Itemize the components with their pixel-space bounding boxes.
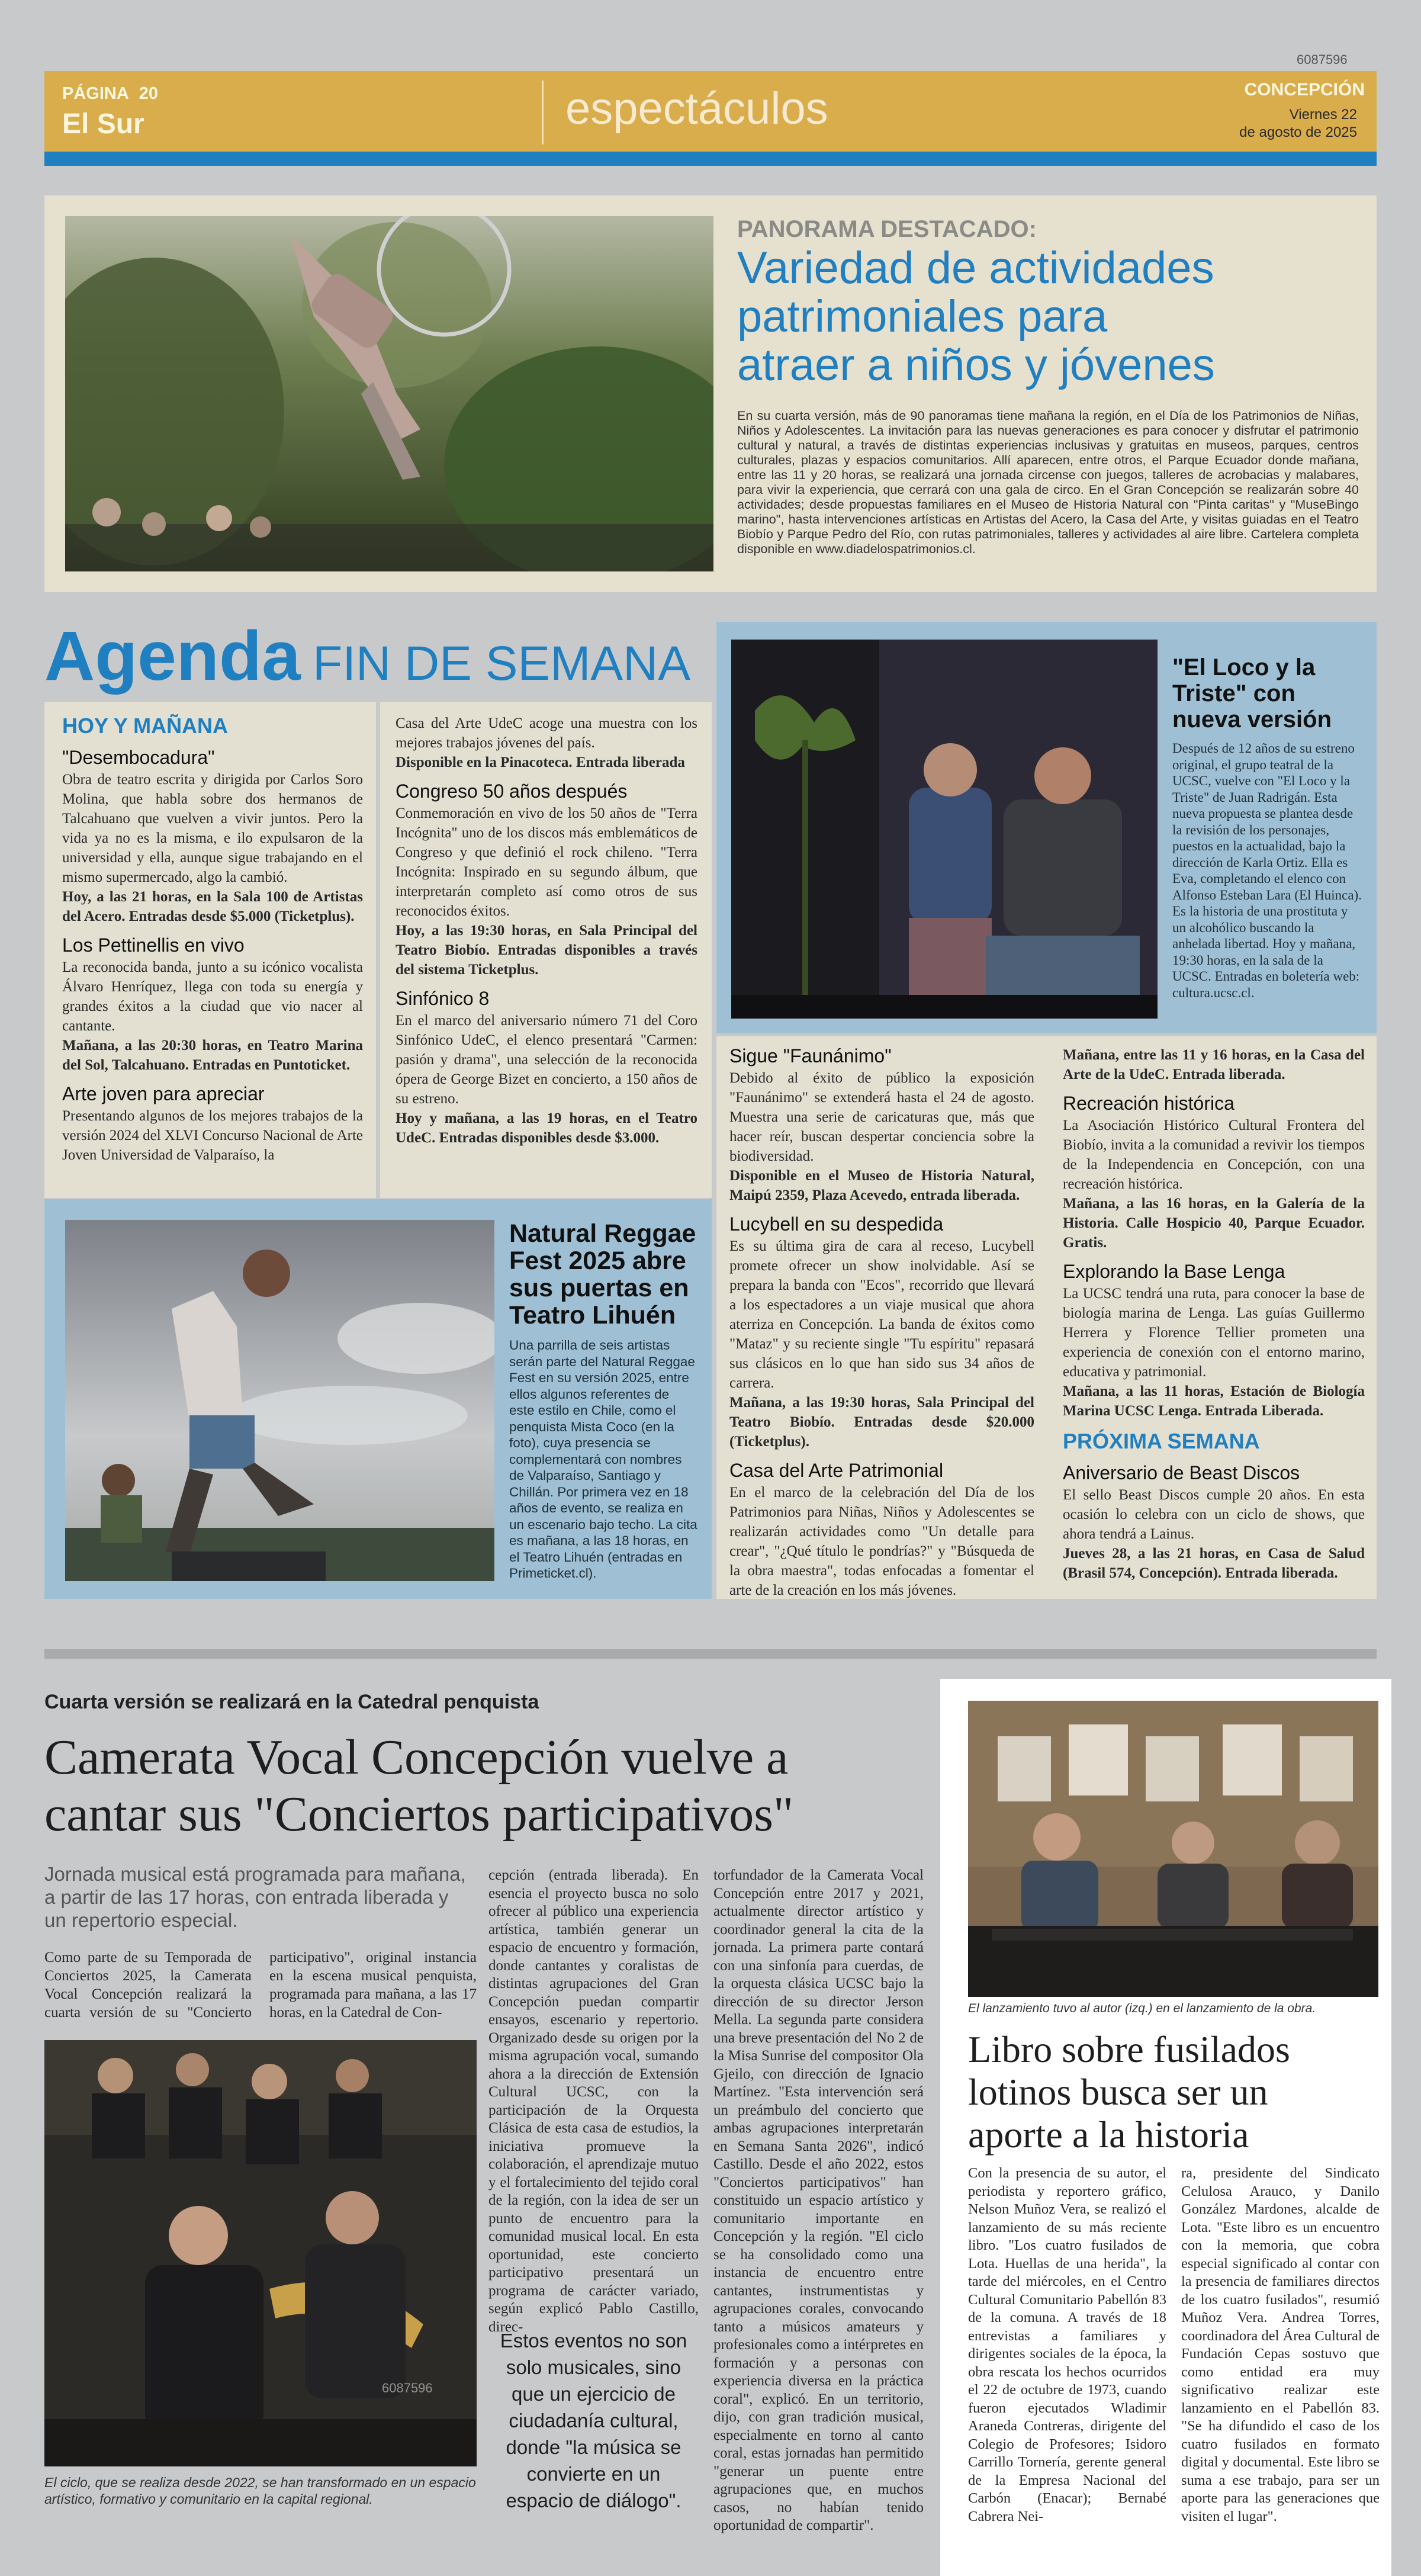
agenda-item-title: Congreso 50 años después: [396, 780, 628, 802]
camerata-photo: [44, 2040, 477, 2466]
agenda-item: [62, 747, 363, 926]
featured-title-line2: patrimoniales para: [737, 291, 1108, 342]
loco-title-line1: "El Loco y la: [1172, 654, 1316, 680]
libro-col1: Con la presencia de su autor, el periodista y reportero gráfico, Nelson Muñoz Vera, se realizó el lanzamiento de su más reciente libro. "Los cuatro fusilados de Lota. Huellas de una herida", la tarde del miércoles, en el Centro Cultural Comunitario Pabellón 83 de la comuna. A través de 18 entrevistas a familiares y dirigentes sociales de la época, la obra rescata los hechos ocurridos el 22 de octubre de 1973, cuando fueron ejecutados Wladimir Araneda Contreras, dirigente del Colegio de Profesores; Isidoro Carrillo Tornería, gerente general de la Empresa Nacional del Carbón (Enacar); Bernabé Cabrera Nei-: [968, 2165, 1166, 2524]
camerata-lead: Jornada musical está programada para mañana, a partir de las 17 horas, con entrada liberada y un repertorio especial.: [44, 1863, 466, 1931]
agenda-item-info: Hoy, a las 19:30 horas, en Sala Principal del Teatro Biobío. Entradas disponibles a través del sistema Ticketplus.: [396, 923, 697, 978]
reggae-title-line4: Teatro Lihuén: [509, 1301, 676, 1329]
reggae-title-line1: Natural Reggae: [509, 1219, 696, 1248]
section-separator: [44, 1649, 1377, 1659]
reggae-title-line2: Fest 2025 abre: [509, 1247, 686, 1275]
agenda-item-body: La UCSC tendrá una ruta, para conocer la base de biología marina de Lenga. Las guías Guillermo Herrera y Florence Tellier prometen una experiencia de conexión con el entorno marino, educativa y patrimonial.: [1063, 1286, 1365, 1380]
theater-photo-art: [731, 640, 1158, 1019]
agenda-item-title: Explorando la Base Lenga: [1063, 1261, 1285, 1282]
agenda-item: [729, 1460, 1034, 1600]
agenda-item-body: Casa del Arte UdeC acoge una muestra con los mejores trabajos jóvenes del país.: [396, 715, 697, 751]
agenda-item-body: Debido al éxito de público la exposición "Faunánimo" se extenderá hasta el 24 de agosto. Muestra una serie de caricaturas que, más que hacer reír, buscan despertar conciencia sobre la biodiversidad.: [729, 1070, 1034, 1164]
agenda-item-title: Lucybell en su despedida: [729, 1213, 944, 1235]
agenda-item-info: Mañana, a las 16 horas, en la Galería de la Historia. Calle Hospicio 40, Parque Ecuador. Gratis.: [1063, 1196, 1365, 1251]
agenda-item-body: La Asociación Histórico Cultural Frontera del Biobío, invita a la comunidad a revivir los tiempos de la Independencia en Concepción, con una recreación histórica.: [1063, 1117, 1365, 1192]
loco-body: Después de 12 años de su estreno original, el grupo teatral de la UCSC, vuelve con "El Loco y la Triste" de Juan Radrigán. Esta nueva propuesta se plantea desde la revisión de los personajes, puestos en la actualidad, bajo la dirección de Karla Ortiz. Ella es Eva, completando el elenco con Alfonso Esteban Lara (El Huinca). Es la historia de una prostituta y un alcohólico buscando la anhelada libertad. Hoy y mañana, 19:30 horas, en la sala de la UCSC. Entradas en boletería web: cultura.ucsc.cl.: [1172, 741, 1362, 1000]
camerata-quote: Estos eventos no son solo musicales, sino que un ejercicio de ciudadanía cultural, donde "la música se convierte en un espacio de diálogo".: [500, 2330, 687, 2511]
agenda-item-title: Sinfónico 8: [396, 988, 490, 1009]
reggae-title-line3: sus puertas en: [509, 1274, 689, 1302]
agenda-title: [44, 616, 690, 696]
libro-photo-art: [968, 1701, 1378, 1997]
camerata-title-line1: Camerata Vocal Concepción vuelve a: [44, 1730, 789, 1785]
hoy-heading: HOY Y MAÑANA: [62, 714, 229, 738]
agenda-item-info: Hoy y mañana, a las 19 horas, en el Teatro UdeC. Entradas disponibles desde $3.000.: [396, 1110, 697, 1146]
agenda-right-col2: [1063, 1045, 1365, 1583]
agenda-item-body: En el marco del aniversario número 71 del Coro Sinfónico UdeC, el elenco presentará "Carmen: pasión y drama", una selección de la reconocida ópera de George Bizet en concierto, a 150 años de su estreno.: [396, 1013, 697, 1107]
camerata-caption: El ciclo, que se realiza desde 2022, se han transformado en un espacio artístico, formativo y comunitario en la capital regional.: [44, 2475, 476, 2507]
libro-photo: [968, 1701, 1378, 1997]
camerata-title-line2: cantar sus "Conciertos participativos": [44, 1787, 794, 1842]
agenda-item: [62, 1083, 363, 1165]
agenda-mid-content: [396, 714, 697, 1148]
camerata-col1-intro: Como parte de su Temporada de Conciertos 2025, la Camerata Vocal Concepción realizará la cuarta versión de su "Concierto participativo", original instancia en la escena musical penquista, programada para mañana, a las 17 horas, en la Catedral de Con-: [44, 1949, 477, 2021]
featured-body: En su cuarta versión, más de 90 panoramas tiene mañana la región, en el Día de los Patrimonios de Niñas, Niños y Adolescentes. La invitación para las nuevas generaciones es para conocer y disfrutar el patrimonio cultural y natural, a través de distintas experiencias inclusivas y gratuitas en museos, parques, centros culturales, plazas y espacios comunitarios. Allí aparecen, entre otros, el Parque Ecuador donde mañana, entre las 11 y 20 horas, se realizará una jornada circense con juegos, talleres de acrobacias y malabares, para vivir la experiencia, que cerrará con una gala de circo. En el Gran Concepción se realizarán sobre 40 actividades; desde propuestas familiares en el Museo de Historia Natural con "Pinta caritas" y "MuseBingo marino", hasta intervenciones artísticas en Artistas del Acero, la Casa del Arte, y visitas guiadas en el Teatro Biobío y Parque Pedro del Río, con rutas patrimoniales, talleres y actividades al aire libre. Cartelera completa disponible en www.diadelospatrimonios.cl.: [737, 409, 1359, 556]
agenda-item: [1063, 1261, 1365, 1421]
featured-title-line1: Variedad de actividades: [737, 243, 1214, 293]
theater-photo: [731, 640, 1158, 1019]
agenda-item-info: Mañana, a las 11 horas, Estación de Biología Marina UCSC Lenga. Entrada Liberada.: [1063, 1383, 1365, 1419]
header-divider: [542, 81, 544, 144]
date-line1: Viernes 22: [1289, 107, 1357, 123]
agenda-item-info: Jueves 28, a las 21 horas, en Casa de Salud (Brasil 574, Concepción). Entrada liberada.: [1063, 1546, 1365, 1581]
agenda-item-body: El sello Beast Discos cumple 20 años. En esta ocasión lo celebra con un ciclo de shows, que ahora tendrá a Lainus.: [1063, 1487, 1365, 1542]
camerata-title: [44, 1729, 793, 1843]
camerata-photo-art: [44, 2040, 477, 2466]
page-number: 20: [139, 84, 159, 103]
circus-photo-art: [65, 216, 713, 571]
header-stripe: [44, 152, 1377, 166]
page-code: 6087596: [1297, 52, 1348, 67]
reggae-body: Una parrilla de seis artistas serán parte del Natural Reggae Fest en su versión 2025, entre ellos algunos referentes de este estilo en Chile, como el penquista Mista Coco (en la foto), cuya presencia se complementará con nombres de Valparaíso, Santiago y Chillán. Por primera vez en 18 años de evento, se realiza en un escenario bajo techo. La cita es mañana, a las 18 horas, en el Teatro Lihuén (entradas en Primeticket.cl).: [509, 1338, 697, 1581]
agenda-item-title: Los Pettinellis en vivo: [62, 934, 245, 956]
agenda-item-title: Casa del Arte Patrimonial: [729, 1460, 944, 1481]
agenda-item-title: Aniversario de Beast Discos: [1063, 1462, 1300, 1483]
libro-caption: El lanzamiento tuvo al autor (izq.) en el lanzamiento de la obra.: [968, 2002, 1316, 2015]
loco-title-line3: nueva versión: [1172, 706, 1332, 733]
agenda-item: [729, 1213, 1034, 1451]
featured-title-line3: atraer a niños y jóvenes: [737, 340, 1215, 390]
agenda-title-small: FIN DE SEMANA: [313, 637, 691, 690]
loco-title: [1172, 654, 1332, 733]
libro-col2: ra, presidente del Sindicato Celulosa Arauco, y Danilo González Mardones, alcalde de Lota. "Este libro es un encuentro con la memoria, que cobra especial significado al contar con la presencia de familiares directos de los cuatro fusilados", resumió Muñoz Vera. Andrea Torres, coordinadora del Área Cultural de Fundación Cepas sostuvo que como entidad era muy significativo realizar este lanzamiento en el Pabellón 83. "Se ha difundido el caso de los cuatro fusilados en formato digital y documental. Este libro se suma a ese trabajo, para ser un aporte para las generaciones que visiten el lugar".: [1181, 2165, 1380, 2524]
featured-kicker: PANORAMA DESTACADO:: [737, 216, 1037, 242]
proxima-heading: PRÓXIMA SEMANA: [1063, 1429, 1260, 1453]
agenda-item-info: Mañana, a las 19:30 horas, Sala Principal del Teatro Biobío. Entradas desde $20.000 (Ticketplus).: [729, 1395, 1034, 1450]
agenda-item-title: Sigue "Faunánimo": [729, 1045, 892, 1067]
agenda-item-body: La reconocida banda, junto a su icónico vocalista Álvaro Henríquez, llega con toda su energía y grandes éxitos a la ciudad que vio nacer al cantante.: [62, 959, 363, 1034]
agenda-item-body: En el marco de la celebración del Día de los Patrimonios para Niñas, Niños y Adolescentes se realizarán actividades como "Un detalle para crear", "¿Qué título le pondrías?" y "Búsqueda de la obra maestra", todas enfocadas a fomentar el arte de la creación en los más jóvenes.: [729, 1485, 1034, 1598]
agenda-item-body: Presentando algunos de los mejores trabajos de la versión 2024 del XLVI Concurso Nacional de Arte Joven Universidad de Valparaíso, la: [62, 1108, 363, 1163]
camerata-col2: cepción (entrada liberada). En esencia el proyecto busca no solo ofrecer al público una experiencia artística, también generar un espacio de encuentro y formación, donde cantantes y coralistas de distintas agrupaciones del Gran Concepción puedan compartir ensayos, escenario y repertorio. Organizado desde su origen por la misma agrupación vocal, sumando ahora a la dirección de Extensión Cultural UCSC, con la participación de la Orquesta Clásica de esta casa de estudios, la iniciativa promueve la colaboración, el aprendizaje mutuo y el fortalecimiento del tejido coral de la región, con la idea de ser un punto de encuentro para la comunidad musical local. En esta oportunidad, este concierto participativo presentará un programa de carácter variado, según explicó Pablo Castillo, direc-: [488, 1867, 699, 2335]
camerata-col3: torfundador de la Camerata Vocal Concepción entre 2017 y 2021, actualmente director artístico y coordinador general la cita de la jornada. La primera parte contará con una sinfonía para cuerdas, de la orquesta clásica UCSC bajo la dirección de su director Jerson Mella. La segunda parte considera una breve presentación del No 2 de la Misa Sunrise del compositor Ola Gjeilo, con dirección de Ignacio Martínez. "Esta intervención será un preámbulo del concierto que ambas agrupaciones interpretarán en Semana Santa 2026", indicó Castillo. Desde el año 2022, estos "Conciertos participativos" han constituido un espacio artístico y comunitario importante en Concepción y la región. "El ciclo se ha consolidado como una instancia de encuentro entre cantantes, instrumentistas y agrupaciones corales, convocando tanto a músicos amateurs y profesionales como a intérpretes en formación y a personas con experiencia diversa en la práctica coral", explicó. En un territorio, dijo, con gran tradición musical, especialmente en torno al canto coral, estas jornadas han permitido "generar un puente entre agrupaciones que, en muchos casos, no habían tenido oportunidad de compartir".: [713, 1867, 924, 2533]
agenda-item: [396, 988, 697, 1148]
agenda-item-title: Recreación histórica: [1063, 1093, 1234, 1114]
agenda-item-info: Disponible en la Pinacoteca. Entrada liberada: [396, 754, 685, 770]
page-label-row: [62, 84, 158, 104]
section-title: espectáculos: [565, 83, 828, 134]
loco-title-line2: Triste" con: [1172, 680, 1295, 706]
libro-title: [968, 2028, 1290, 2156]
circus-photo: [65, 216, 713, 571]
agenda-right-col1: [729, 1045, 1034, 1600]
date-line2: de agosto de 2025: [1239, 124, 1357, 140]
agenda-item: [396, 780, 697, 979]
agenda-item: [729, 1045, 1034, 1205]
agenda-item: [1063, 1462, 1365, 1583]
agenda-item-info: Disponible en el Museo de Historia Natural, Maipú 2359, Plaza Acevedo, entrada liberada.: [729, 1168, 1034, 1203]
agenda-item: [62, 934, 363, 1075]
featured-title: [737, 244, 1215, 390]
libro-title-line2: lotinos busca ser un: [968, 2071, 1268, 2113]
libro-title-line3: aporte a la historia: [968, 2114, 1249, 2156]
reggae-photo: [65, 1220, 494, 1581]
reggae-photo-art: [65, 1220, 494, 1581]
agenda-item-info: Hoy, a las 21 horas, en la Sala 100 de Artistas del Acero. Entradas desde $5.000 (Ticketplus).: [62, 889, 363, 924]
agenda-item-body: Obra de teatro escrita y dirigida por Carlos Soro Molina, que habla sobre dos hermanos de Talcahuano que vuelven a vivir juntos. Pero la vida ya no es la misma, e ilo expulsaron de la universidad y ella, aunque sigue trabajando en el mismo supermercado, algo la cambió.: [62, 772, 363, 885]
agenda-item-body: Es su última gira de cara al receso, Lucybell promete ofrecer un show inolvidable. Así se prepara la banda con "Ecos", recorrido que llevará a los espectadores a un viaje musical que ahora aterriza en Concepción. La banda de éxitos como "Mataz" y su reciente single "Tu espíritu" repasará sus clásicos en lo que han sido sus 34 años de carrera.: [729, 1238, 1034, 1391]
agenda-item-info: Mañana, a las 20:30 horas, en Teatro Marina del Sol, Talcahuano. Entradas en Puntoticket.: [62, 1038, 363, 1073]
agenda-item: [1063, 1093, 1365, 1252]
agenda-item-title: "Desembocadura": [62, 747, 215, 768]
agenda-left-content: [62, 714, 363, 1165]
camerata-watermark: 6087596: [382, 2381, 433, 2395]
city-label: CONCEPCIÓN: [1244, 80, 1365, 99]
page-label: PÁGINA: [62, 84, 128, 103]
agenda-item: [396, 714, 697, 772]
reggae-title: [509, 1220, 696, 1329]
agenda-item-info: Mañana, entre las 11 y 16 horas, en la Casa del Arte de la UdeC. Entrada liberada.: [1063, 1047, 1365, 1083]
camerata-kicker: Cuarta versión se realizará en la Catedral penquista: [44, 1691, 539, 1713]
libro-title-line1: Libro sobre fusilados: [968, 2028, 1290, 2070]
agenda-title-big: Agenda: [44, 617, 301, 695]
agenda-item: [1063, 1045, 1365, 1084]
agenda-item-body: Conmemoración en vivo de los 50 años de "Terra Incógnita" uno de los discos más emblemáticos de Congreso y que definió el rock chileno. "Terra Incógnita: Inspirado en su segundo álbum, que interpretarán completo así como otros de sus reconocidos éxitos.: [396, 805, 697, 919]
agenda-item-title: Arte joven para apreciar: [62, 1083, 265, 1104]
paper-name: El Sur: [62, 108, 144, 140]
